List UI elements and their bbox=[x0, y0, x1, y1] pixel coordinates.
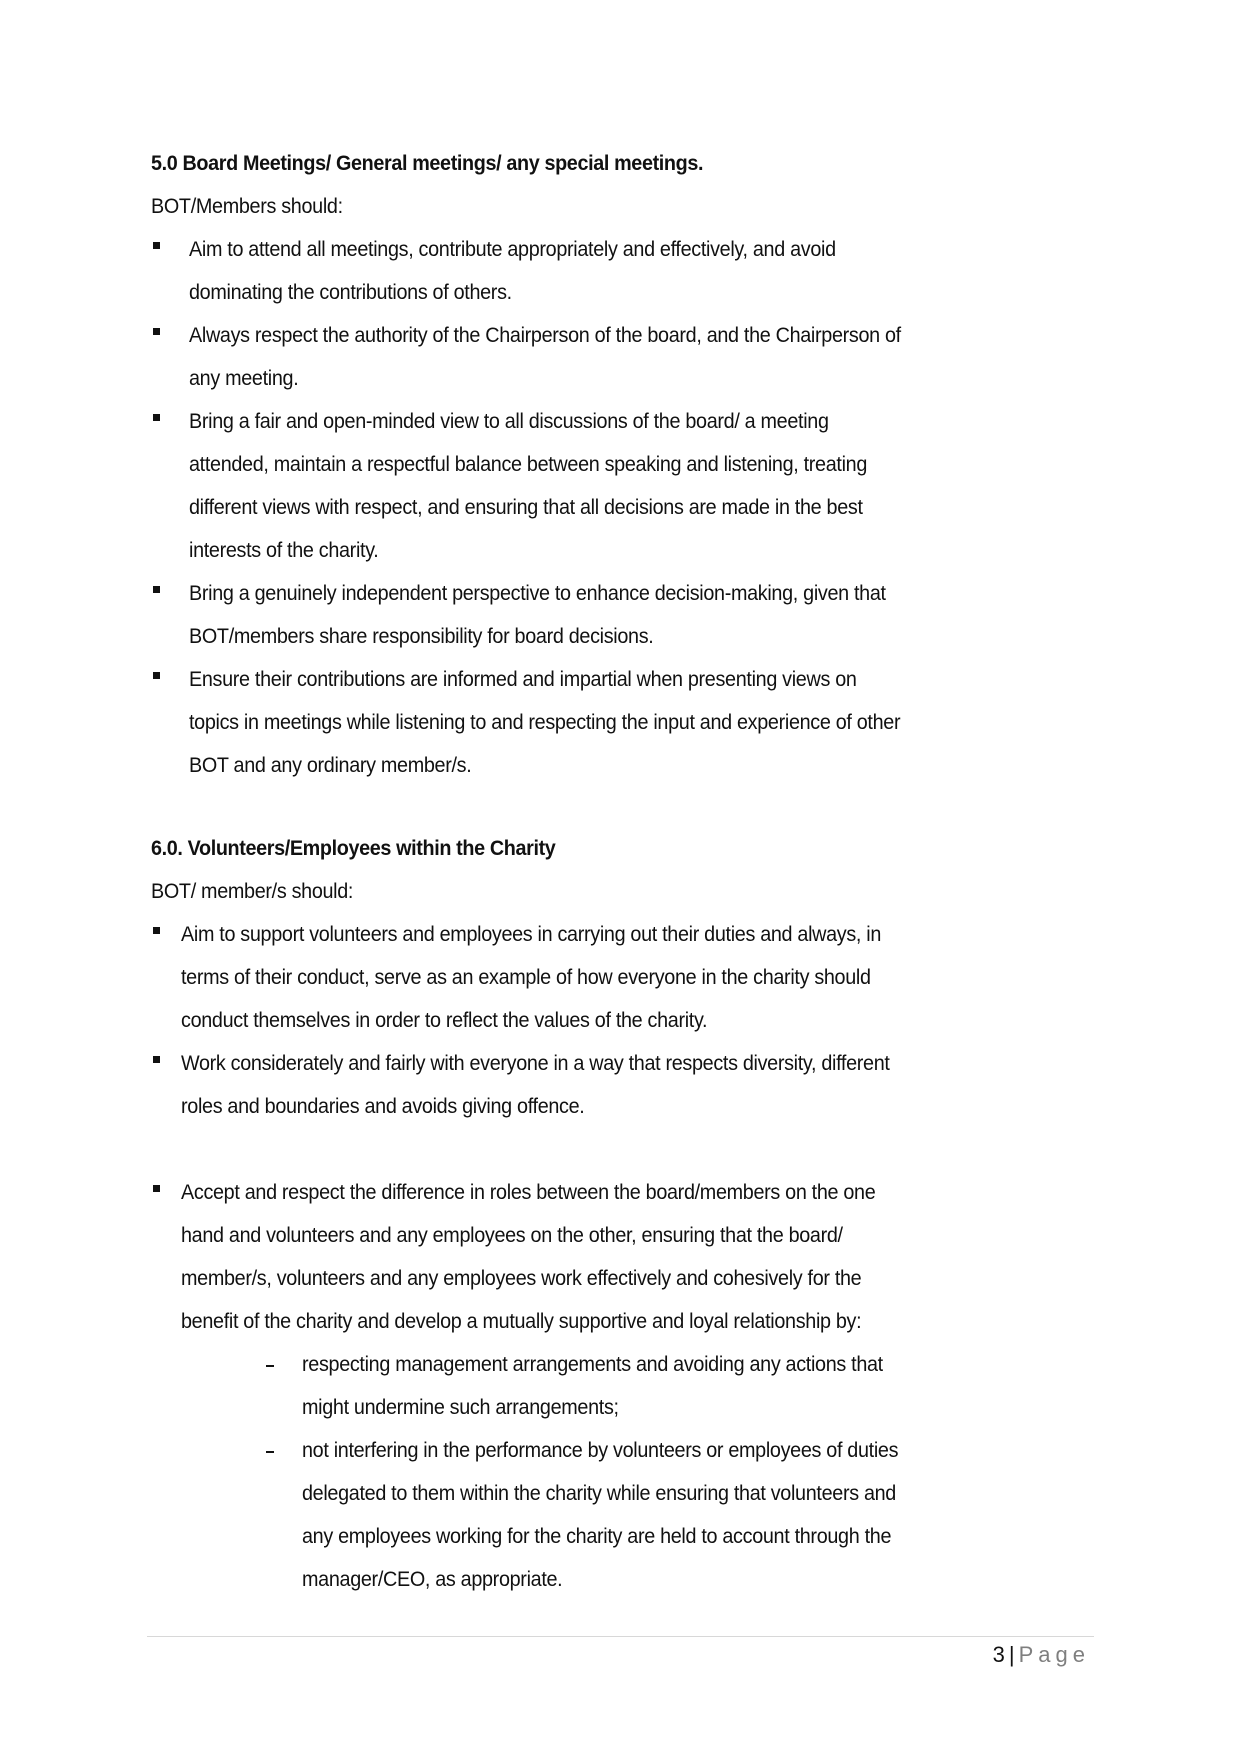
section-5-bullet-4-line-1: Bring a genuinely independent perspective to enhance decision-making, given that bbox=[189, 581, 886, 605]
bullet-square-icon bbox=[153, 414, 160, 421]
dash-bullet-icon bbox=[266, 1365, 274, 1367]
sub-item-1-line-2: might undermine such arrangements; bbox=[302, 1395, 619, 1419]
section-5-bullet-3-line-3: different views with respect, and ensuring that all decisions are made in the best bbox=[189, 495, 863, 519]
page-separator: | bbox=[1008, 1642, 1015, 1667]
section-6-heading: 6.0. Volunteers/Employees within the Charity bbox=[151, 836, 556, 860]
section-5-bullet-5-line-2: topics in meetings while listening to and respecting the input and experience of other bbox=[189, 710, 901, 734]
section-6-bullet-3-line-1: Accept and respect the difference in roles between the board/members on the one bbox=[181, 1180, 876, 1204]
section-5-bullet-2-line-1: Always respect the authority of the Chairperson of the board, and the Chairperson of bbox=[189, 323, 901, 347]
dash-bullet-icon bbox=[266, 1451, 274, 1453]
page-label: Page bbox=[1018, 1642, 1090, 1667]
section-5-bullet-3-line-1: Bring a fair and open-minded view to all discussions of the board/ a meeting bbox=[189, 409, 829, 433]
sub-item-2-line-2: delegated to them within the charity while ensuring that volunteers and bbox=[302, 1481, 896, 1505]
sub-item-2-line-3: any employees working for the charity are held to account through the bbox=[302, 1524, 892, 1548]
section-6-intro: BOT/ member/s should: bbox=[151, 879, 354, 903]
section-5-bullet-1-line-1: Aim to attend all meetings, contribute appropriately and effectively, and avoid bbox=[189, 237, 836, 261]
section-6-bullet-3-line-2: hand and volunteers and any employees on the other, ensuring that the board/ bbox=[181, 1223, 843, 1247]
section-6-bullet-1-line-1: Aim to support volunteers and employees in carrying out their duties and always, in bbox=[181, 922, 882, 946]
section-5-bullet-4-line-2: BOT/members share responsibility for board decisions. bbox=[189, 624, 654, 648]
section-5-bullet-5-line-3: BOT and any ordinary member/s. bbox=[189, 753, 472, 777]
section-6-bullet-2-line-1: Work considerately and fairly with everyone in a way that respects diversity, different bbox=[181, 1051, 890, 1075]
section-5-bullet-3-line-2: attended, maintain a respectful balance between speaking and listening, treating bbox=[189, 452, 868, 476]
section-5-bullet-2-line-2: any meeting. bbox=[189, 366, 299, 390]
section-6-bullet-3-line-3: member/s, volunteers and any employees work effectively and cohesively for the bbox=[181, 1266, 862, 1290]
section-5-bullet-1-line-2: dominating the contributions of others. bbox=[189, 280, 512, 304]
section-5-heading: 5.0 Board Meetings/ General meetings/ any special meetings. bbox=[151, 151, 704, 175]
sub-item-2-line-1: not interfering in the performance by volunteers or employees of duties bbox=[302, 1438, 899, 1462]
section-6-bullet-1-line-3: conduct themselves in order to reflect the values of the charity. bbox=[181, 1008, 708, 1032]
bullet-square-icon bbox=[153, 1056, 160, 1063]
section-6-bullet-2-line-2: roles and boundaries and avoids giving offence. bbox=[181, 1094, 585, 1118]
bullet-square-icon bbox=[153, 242, 160, 249]
section-6-bullet-3-line-4: benefit of the charity and develop a mutually supportive and loyal relationship by: bbox=[181, 1309, 862, 1333]
section-5-bullet-3-line-4: interests of the charity. bbox=[189, 538, 379, 562]
section-6-bullet-1-line-2: terms of their conduct, serve as an example of how everyone in the charity should bbox=[181, 965, 871, 989]
sub-item-1-line-1: respecting management arrangements and avoiding any actions that bbox=[302, 1352, 883, 1376]
bullet-square-icon bbox=[153, 927, 160, 934]
section-5-bullet-5-line-1: Ensure their contributions are informed and impartial when presenting views on bbox=[189, 667, 857, 691]
sub-item-2-line-4: manager/CEO, as appropriate. bbox=[302, 1567, 563, 1591]
footer-divider bbox=[147, 1636, 1094, 1637]
bullet-square-icon bbox=[153, 328, 160, 335]
bullet-square-icon bbox=[153, 1185, 160, 1192]
bullet-square-icon bbox=[153, 672, 160, 679]
page-number: 3 bbox=[992, 1642, 1005, 1667]
page-footer bbox=[993, 1640, 1090, 1670]
bullet-square-icon bbox=[153, 586, 160, 593]
section-5-intro: BOT/Members should: bbox=[151, 194, 343, 218]
